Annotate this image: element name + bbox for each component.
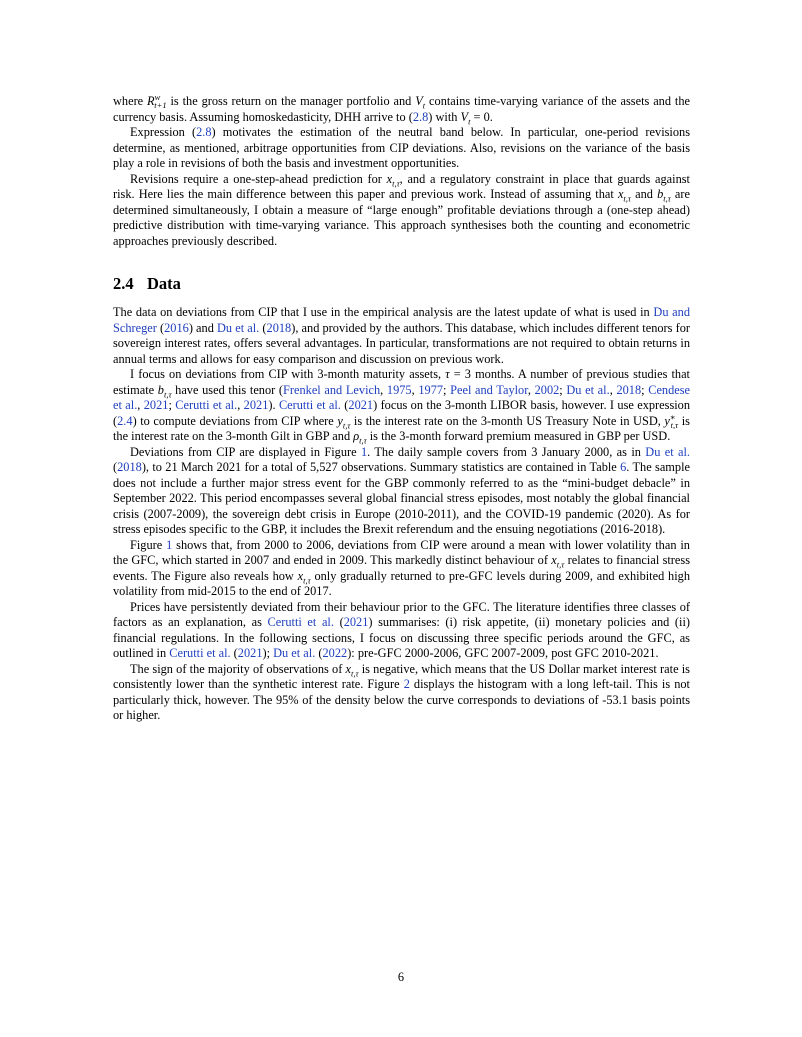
citation-link[interactable]: Cendese et al. [113,382,691,412]
citation-link[interactable]: Du et al. [273,646,316,660]
citation-year-link[interactable]: 2018 [266,320,292,335]
citation-year-link[interactable]: 2021 [348,398,374,412]
paragraph-factors: Prices have persistently deviated from their behaviour prior to the GFC. The literature identifies three classes of factors as an explanation, as Cerutti et al. (2021) summarises: (i) risk appetite, (ii) monetary policies and (ii) financial regulations. In the following sections, I focus on discussing three specific periods around the GFC, as outlined in Cerutti et al. (2021); Du et al. (2022): pre-GFC 2000-2006, GFC 2007-2009, post GFC 2010-2021. [113,599,691,660]
citation-year-link[interactable]: 2021 [143,398,169,412]
citation-year-link[interactable]: 2022 [322,646,348,660]
page-number: 6 [397,970,405,984]
citation-link[interactable]: Cerutti et al. [278,398,341,412]
section-heading [113,274,690,294]
citation-link[interactable]: Du et al. [645,444,690,459]
paragraph-sign: The sign of the majority of observations of $x_{t,\tau}$ is negative, which means that the US Dollar market interest rate is consistently lower than the synthetic interest rate. Figure 2 displays the histogram with a long left-tail. This is not particularly thick, however. The 95% of the density below the curve corresponds to deviations of -53.1 basis points or higher. [113,661,690,722]
paragraph-sample: Deviations from CIP are displayed in Figure 1. The daily sample covers from 3 January 2000, as in Du et al. (2018), to 21 March 2021 for a total of 5,527 observations. Summary statistics are contained in Table 6. The sample does not include a further major stress event for the GBP commonly referred to as the “mini-budget debacle” in September 2022. This period encompasses several global financial stress episodes, most notably the global financial crisis (2007-2009), the sovereign debt crisis in Europe (2010-2011), and the COVID-19 pandemic (2020). As for stress episodes specific to the GBP, it includes the Brexit referendum and the ensuing negotiations (2016-2018). [113,444,690,536]
paragraph-maturity: I focus on deviations from CIP with 3-month maturity assets, τ = 3 months. A number of previous studies that estimate $b_{t,\tau}$ have used this tenor (Frenkel and Levich, 1975, 1977; Peel and Taylor, 2002; Du et al., 2018; Cendese et al., 2021; Cerutti et al., 2021). Cerutti et al. (2021) focus on the 3-month LIBOR basis, however. I use expression (2.4) to compute deviations from CIP where $y_{t,\tau}$ is the interest rate on the 3-month US Treasury Note in USD, $y^∗_{t,\tau}$ is the interest rate on the 3-month Gilt in GBP and $\rho_{t,\tau}$ is the 3-month forward premium measured in GBP per USD. [113,367,691,446]
citation-year-link[interactable]: 2021 [243,398,269,412]
citation-year-link[interactable]: 1975 [386,382,412,397]
citation-link[interactable]: Du et al. [566,382,610,397]
figure-ref-link[interactable]: 1 [166,537,173,552]
paragraph-revisions: Revisions require a one-step-ahead prediction for $x_{t,\tau}$, and a regulatory constraint in place that guards against risk. Here lies the main difference between this paper and previous work. Instead of assuming that $x_{t,\tau}$ and $b_{t,\tau}$ are determined simultaneously, I obtain a measure of “large enough” profitable deviations through a (one-step ahead) predictive distribution with time-varying variance. This approach synthesises both the counting and econometric approaches previously described. [113,171,691,248]
eq-ref-2-8[interactable]: 2.8 [412,109,429,124]
eq-ref-2-4[interactable]: 2.4 [117,413,133,428]
paragraph-expression: Expression (2.8) motivates the estimation of the neutral band below. In particular, one-period revisions determine, as mentioned, arbitrage opportunities from CIP deviations. Also, revisions on the variance of the basis play a role in revisions of both the basis and investment opportunities. [113,125,691,170]
paragraph-figure-discussion: Figure 1 shows that, from 2000 to 2006, deviations from CIP were around a mean with lower volatility than in the GFC, which started in 2007 and ended in 2009. This markedly distinct behaviour of $x_{t,\tau}$ relates to financial stress events. The Figure also reveals how $x_{t,\tau}$ only gradually returned to pre-GFC levels during 2009, and exhibited high volatility from mid-2015 to the end of 2017. [113,537,691,598]
citation-link[interactable]: Du et al. [217,320,260,335]
citation-year-link[interactable]: 2021 [343,615,369,629]
citation-link[interactable]: Cerutti et al. [175,398,238,412]
citation-link[interactable]: Frenkel and Levich [283,382,381,397]
table-ref-link[interactable]: 6 [620,460,627,474]
citation-year-link[interactable]: 2002 [534,382,560,397]
citation-year-link[interactable]: 2016 [164,320,189,335]
citation-link[interactable]: Du and Schreger [113,305,691,335]
citation-link[interactable]: Cerutti et al. [169,646,231,660]
section-number: 2.4 [113,274,134,293]
section-title: Data [147,274,181,293]
paragraph-data-source: The data on deviations from CIP that I use in the empirical analysis are the latest update of what is used in Du and Schreger (2016) and Du et al. (2018), and provided by the authors. This database, which includes different tenors for sovereign interest rates, offers several advantages. In particular, transformations are not required to obtain returns in annual terms and allows for easy comparison and discussion on previous work. [113,305,691,366]
citation-link[interactable]: Peel and Taylor [450,382,528,397]
figure-ref-link[interactable]: 1 [360,444,368,459]
citation-year-link[interactable]: 2018 [616,382,642,397]
figure-ref-link[interactable]: 2 [403,677,410,691]
paragraph-revisions-intro: where $R^w_{t+1}$ is the gross return on the manager portfolio and $V_t$ contains time-varying variance of the assets and the currency basis. Assuming homoskedasticity, DHH arrive to (2.8) with $V_t = 0$. [113,91,690,126]
math-R: R [147,94,155,108]
eq-ref-2-8[interactable]: 2.8 [196,125,212,139]
page-content [113,91,691,724]
citation-year-link[interactable]: 1977 [418,382,444,397]
citation-link[interactable]: Cerutti et al. [267,615,334,629]
citation-year-link[interactable]: 2018 [117,460,142,474]
citation-year-link[interactable]: 2021 [237,646,263,660]
